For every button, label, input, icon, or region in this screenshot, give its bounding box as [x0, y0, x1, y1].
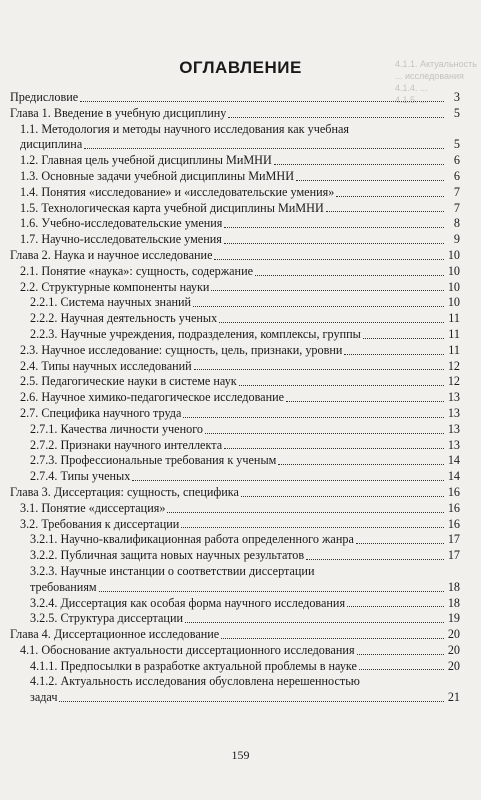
toc-entry-page: 21 — [447, 690, 460, 705]
toc-entry — [10, 390, 460, 406]
toc-entry-page: 14 — [447, 469, 460, 484]
toc-entry-page: 16 — [447, 516, 460, 531]
toc-entry-label: 2.2. Структурные компоненты науки — [20, 279, 210, 294]
dot-leader — [356, 543, 444, 544]
toc-entry-label: 2.4. Типы научных исследований — [20, 358, 192, 373]
toc-entry-page: 10 — [447, 247, 460, 262]
dot-leader — [183, 417, 444, 418]
toc-entry-page: 6 — [453, 168, 460, 183]
dot-leader — [185, 622, 444, 623]
dot-leader — [194, 369, 444, 370]
dot-leader — [80, 101, 444, 102]
toc-entry — [10, 232, 460, 248]
dot-leader — [255, 275, 444, 276]
dot-leader — [241, 496, 444, 497]
toc-entry — [10, 422, 460, 438]
dot-leader — [326, 211, 444, 212]
toc-entry-label: 2.2.3. Научные учреждения, подразделения, комплексы, группы — [30, 326, 361, 341]
toc-entry — [10, 501, 460, 517]
dot-leader — [132, 480, 444, 481]
toc-entry-page: 13 — [447, 421, 460, 436]
toc-entry-page: 10 — [447, 295, 460, 310]
toc-entry-label: 1.7. Научно-исследовательские умения — [20, 232, 222, 247]
dot-leader — [336, 196, 444, 197]
toc-entry-label: 4.1. Обоснование актуальности диссертационного исследования — [20, 642, 355, 657]
toc-entry-label: Глава 2. Наука и научное исследование — [10, 247, 213, 262]
dot-leader — [306, 559, 444, 560]
toc-entry — [10, 122, 460, 154]
toc-entry-page: 7 — [453, 184, 460, 199]
toc-entry — [10, 248, 460, 264]
toc-entry — [10, 201, 460, 217]
toc-entry-page: 14 — [447, 453, 460, 468]
toc-entry-label: 2.2.1. Система научных знаний — [30, 295, 192, 310]
dot-leader — [224, 448, 444, 449]
dot-leader — [224, 243, 444, 244]
toc-entry-label: Глава 1. Введение в учебную дисциплину — [10, 105, 227, 120]
toc-entry-label: 1.4. Понятия «исследование» и «исследовательские умения» — [20, 184, 335, 199]
dot-leader — [193, 306, 444, 307]
toc-entry — [10, 216, 460, 232]
dot-leader — [205, 433, 444, 434]
toc-entry-page: 13 — [447, 405, 460, 420]
toc-entry-page: 11 — [448, 342, 460, 357]
dot-leader — [219, 322, 444, 323]
table-of-contents — [10, 90, 460, 706]
dot-leader — [347, 606, 444, 607]
toc-entry — [10, 327, 460, 343]
toc-entry — [10, 295, 460, 311]
toc-entry — [10, 485, 460, 501]
page-title: ОГЛАВЛЕНИЕ — [179, 58, 302, 77]
toc-entry — [10, 596, 460, 612]
toc-entry-page: 10 — [447, 279, 460, 294]
toc-entry — [10, 264, 460, 280]
toc-entry-page: 17 — [447, 548, 460, 563]
toc-entry-label: 2.7.3. Профессиональные требования к ученым — [30, 453, 277, 468]
dot-leader — [214, 259, 444, 260]
bleed-through-text: 4.1.1. Актуальность ... исследования 4.1.4. ... 4.1.5. ... — [395, 59, 477, 105]
toc-entry-label: Предисловие — [10, 90, 79, 104]
dot-leader — [181, 527, 444, 528]
toc-entry-label: 3.2.2. Публичная защита новых научных результатов — [30, 548, 305, 563]
toc-entry — [10, 517, 460, 533]
toc-entry-label: 1.6. Учебно-исследовательские умения — [20, 216, 223, 231]
page-number: 159 — [231, 748, 250, 762]
toc-entry — [10, 453, 460, 469]
toc-entry — [10, 343, 460, 359]
toc-entry-page: 17 — [447, 532, 460, 547]
toc-entry-page: 6 — [453, 153, 460, 168]
toc-entry-label: 3.2. Требования к диссертации — [20, 516, 180, 531]
toc-entry — [10, 674, 460, 706]
toc-entry-page: 8 — [453, 216, 460, 231]
toc-entry-label: 2.7.4. Типы ученых — [30, 469, 131, 484]
dot-leader — [228, 117, 444, 118]
toc-entry — [10, 469, 460, 485]
toc-entry-page: 12 — [447, 358, 460, 373]
toc-entry-page: 11 — [448, 326, 460, 341]
toc-entry-page: 3 — [453, 90, 460, 104]
toc-entry-label: 2.2.2. Научная деятельность ученых — [30, 311, 218, 326]
toc-entry — [10, 90, 460, 106]
toc-entry-label: 3.2.1. Научно-квалификационная работа определенного жанра — [30, 532, 354, 547]
toc-entry-page: 5 — [453, 137, 460, 152]
dot-leader — [59, 701, 444, 702]
toc-entry-label: 2.3. Научное исследование: сущность, цель, признаки, уровни — [20, 342, 343, 357]
toc-entry-page: 16 — [447, 500, 460, 515]
toc-entry-label: 2.7. Специфика научного труда — [20, 405, 182, 420]
toc-entry-label: 4.1.1. Предпосылки в разработке актуальной проблемы в науке — [30, 658, 357, 673]
toc-entry — [10, 659, 460, 675]
toc-entry-label: 4.1.2. Актуальность исследования обусловлена нерешенностью — [30, 674, 360, 689]
toc-entry-page: 9 — [453, 232, 460, 247]
toc-entry-label: 2.7.2. Признаки научного интеллекта — [30, 437, 223, 452]
toc-entry-label: 2.1. Понятие «наука»: сущность, содержание — [20, 263, 254, 278]
dot-leader — [359, 669, 444, 670]
toc-entry — [10, 627, 460, 643]
dot-leader — [239, 385, 444, 386]
toc-entry-page: 16 — [447, 484, 460, 499]
dot-leader — [363, 338, 444, 339]
toc-entry-page: 19 — [447, 611, 460, 626]
toc-entry — [10, 153, 460, 169]
toc-entry-page: 11 — [448, 311, 460, 326]
toc-entry-label: 2.7.1. Качества личности ученого — [30, 421, 203, 436]
dot-leader — [274, 164, 444, 165]
dot-leader — [286, 401, 444, 402]
toc-entry-label: 1.5. Технологическая карта учебной дисциплины МиМНИ — [20, 200, 324, 215]
dot-leader — [278, 464, 444, 465]
toc-entry — [10, 611, 460, 627]
dot-leader — [99, 591, 444, 592]
dot-leader — [167, 512, 444, 513]
toc-entry-label-cont: задач — [30, 690, 58, 705]
toc-entry — [10, 359, 460, 375]
toc-entry — [10, 374, 460, 390]
toc-entry-label: 2.6. Научное химико-педагогическое исследование — [20, 390, 285, 405]
toc-entry-page: 12 — [447, 374, 460, 389]
toc-entry-page: 7 — [453, 200, 460, 215]
toc-entry-label: 1.1. Методология и методы научного исследования как учебная — [20, 121, 349, 136]
toc-entry-label: 3.1. Понятие «диссертация» — [20, 500, 166, 515]
toc-entry-page: 10 — [447, 263, 460, 278]
toc-entry-label-cont: требованиям — [30, 579, 97, 594]
toc-entry-label: 1.3. Основные задачи учебной дисциплины МиМНИ — [20, 168, 294, 183]
dot-leader — [296, 180, 444, 181]
toc-entry-label: Глава 4. Диссертационное исследование — [10, 627, 220, 642]
toc-entry — [10, 532, 460, 548]
dot-leader — [357, 654, 444, 655]
dot-leader — [221, 638, 444, 639]
toc-entry — [10, 548, 460, 564]
toc-entry — [10, 406, 460, 422]
toc-entry-label: Глава 3. Диссертация: сущность, специфика — [10, 484, 239, 499]
toc-entry — [10, 311, 460, 327]
toc-entry — [10, 564, 460, 596]
toc-entry-page: 13 — [447, 437, 460, 452]
toc-entry-page: 20 — [447, 642, 460, 657]
toc-entry-label: 3.2.4. Диссертация как особая форма научного исследования — [30, 595, 346, 610]
toc-entry-page: 20 — [447, 627, 460, 642]
toc-entry — [10, 643, 460, 659]
toc-entry-page: 18 — [447, 579, 460, 594]
toc-entry — [10, 280, 460, 296]
toc-entry-label: 3.2.3. Научные инстанции о соответствии диссертации — [30, 563, 315, 578]
dot-leader — [344, 354, 444, 355]
toc-entry — [10, 106, 460, 122]
dot-leader — [211, 290, 444, 291]
dot-leader — [84, 148, 444, 149]
toc-entry-label: 3.2.5. Структура диссертации — [30, 611, 183, 626]
toc-entry-label-cont: дисциплина — [20, 137, 83, 152]
toc-entry-label: 2.5. Педагогические науки в системе наук — [20, 374, 237, 389]
toc-entry-page: 13 — [447, 390, 460, 405]
toc-entry — [10, 185, 460, 201]
toc-entry — [10, 169, 460, 185]
toc-entry — [10, 438, 460, 454]
toc-entry-page: 20 — [447, 658, 460, 673]
toc-entry-page: 5 — [453, 105, 460, 120]
dot-leader — [224, 227, 444, 228]
toc-entry-page: 18 — [447, 595, 460, 610]
toc-entry-label: 1.2. Главная цель учебной дисциплины МиМНИ — [20, 153, 272, 168]
